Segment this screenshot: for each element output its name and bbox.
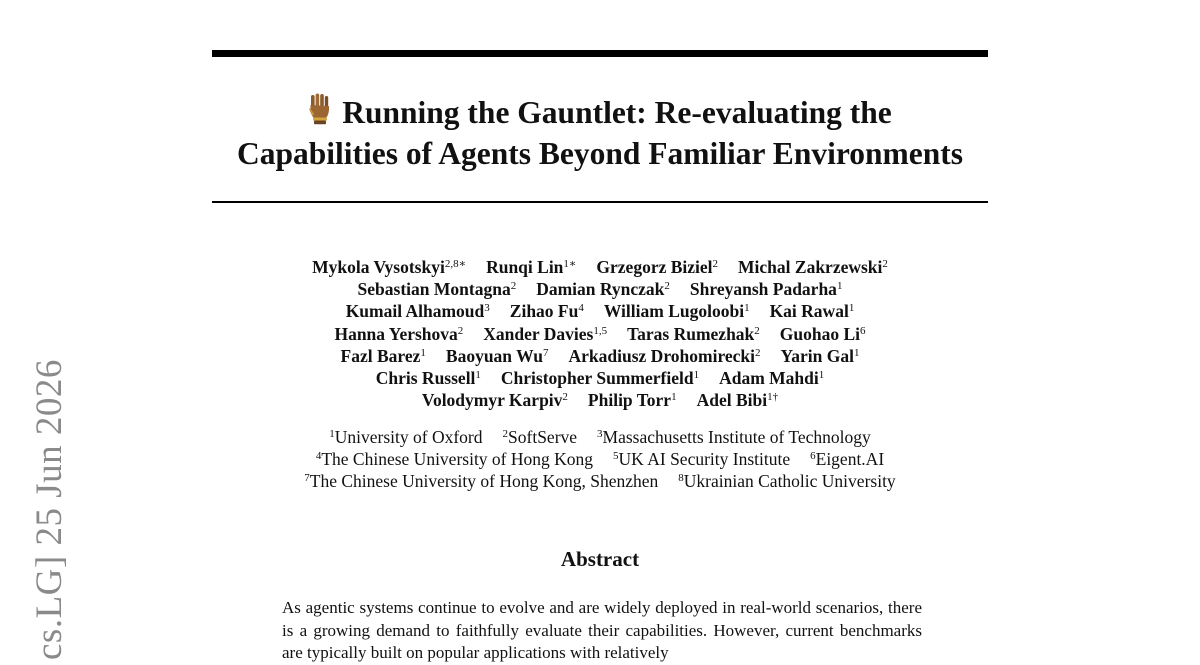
paper-title — [200, 92, 1000, 174]
author-name-text: Arkadiusz Drohomirecki — [568, 345, 756, 366]
author-name — [588, 390, 677, 410]
author-row — [200, 345, 1000, 367]
author-affiliation-mark: 4 — [578, 302, 584, 315]
author-name-text: Adel Bibi — [696, 390, 768, 411]
affiliation-name: University of Oxford — [334, 427, 483, 447]
title-line-2: Capabilities of Agents Beyond Familiar Environments — [236, 136, 964, 171]
author-affiliation-mark: 1 — [475, 369, 481, 382]
affiliation-name: Eigent.AI — [815, 449, 885, 470]
affiliation-list — [200, 426, 1000, 493]
affiliation-number: 4 — [315, 450, 322, 463]
author-name-text: Shreyansh Padarha — [689, 279, 837, 300]
affiliation — [810, 449, 884, 469]
author-affiliation-mark: 2 — [754, 324, 760, 337]
author-affiliation-mark: 3 — [484, 302, 490, 315]
affiliation — [613, 449, 790, 469]
author-name — [738, 257, 888, 277]
affiliation-name: UK AI Security Institute — [618, 449, 791, 470]
author-name-text: Philip Torr — [587, 390, 672, 411]
affiliation-name: The Chinese University of Hong Kong — [321, 449, 594, 470]
affiliation-row — [200, 470, 1000, 492]
author-name — [690, 279, 843, 299]
affiliation-row — [200, 448, 1000, 470]
author-affiliation-mark: 2 — [510, 280, 517, 293]
author-name-text: Fazl Barez — [340, 345, 421, 366]
author-row — [200, 256, 1000, 278]
author-affiliation-mark: 7 — [543, 346, 549, 359]
author-name-text: Volodymyr Karpiv — [421, 390, 563, 411]
author-affiliation-mark: 1 — [420, 346, 426, 359]
author-affiliation-mark: 1 — [836, 280, 843, 293]
author-row — [200, 278, 1000, 300]
author-name — [604, 301, 750, 321]
affiliation-number: 3 — [597, 428, 603, 440]
author-row — [200, 323, 1000, 345]
author-name-text: Kumail Alhamoud — [345, 301, 485, 322]
author-name — [781, 346, 860, 366]
affiliation — [316, 449, 593, 469]
affiliation-name: Ukrainian Catholic University — [683, 471, 896, 492]
author-name-text: Mykola Vysotskyi — [312, 257, 445, 277]
author-name — [569, 346, 761, 366]
affiliation — [503, 427, 578, 447]
author-name — [358, 279, 517, 299]
affiliation-number: 6 — [810, 450, 816, 463]
author-name — [596, 257, 718, 277]
author-name — [483, 324, 607, 344]
affiliation-name: Massachusetts Institute of Technology — [602, 427, 871, 447]
affiliation — [304, 471, 658, 491]
affiliation-row — [200, 426, 1000, 448]
author-list — [200, 256, 1000, 411]
author-name-text: Taras Rumezhak — [627, 323, 755, 344]
author-name — [346, 301, 490, 321]
author-name — [341, 346, 426, 366]
top-rule — [212, 50, 988, 57]
affiliation-name: The Chinese University of Hong Kong, Shenzhen — [309, 471, 659, 492]
affiliation — [329, 427, 482, 447]
author-name — [780, 324, 866, 344]
author-name-text: Runqi Lin — [486, 257, 564, 277]
author-name-text: Kai Rawal — [769, 301, 849, 322]
author-name — [312, 257, 466, 277]
title-line-1: Running the Gauntlet: Re-evaluating the — [342, 95, 892, 130]
author-name — [501, 368, 699, 388]
author-row — [200, 300, 1000, 322]
author-name — [770, 301, 855, 321]
author-name — [510, 301, 584, 321]
author-affiliation-mark: 2 — [457, 324, 464, 337]
author-name-text: Chris Russell — [375, 368, 476, 389]
author-name-text: Zihao Fu — [509, 301, 579, 322]
author-affiliation-mark: 2 — [755, 346, 761, 359]
author-affiliation-mark: 1 — [848, 302, 855, 315]
author-name — [697, 390, 779, 410]
author-affiliation-mark: 1∗ — [563, 258, 577, 270]
author-affiliation-mark: 2 — [664, 280, 670, 293]
author-affiliation-mark: 2,8∗ — [444, 258, 467, 270]
title-rule — [212, 201, 988, 203]
author-name-text: Guohao Li — [779, 323, 861, 344]
author-name — [422, 390, 568, 410]
author-affiliation-mark: 2 — [712, 258, 719, 270]
author-row — [200, 367, 1000, 389]
author-name — [486, 257, 576, 277]
author-affiliation-mark: 2 — [882, 258, 888, 270]
affiliation-name: SoftServe — [508, 427, 578, 447]
author-name — [719, 368, 824, 388]
affiliation-number: 1 — [329, 428, 335, 440]
abstract-text: As agentic systems continue to evolve and are widely deployed in real-world scenarios, there is a growing demand to faithfully evaluate their capabilities. However, current benchmarks are typically built on popular applications with relatively — [282, 598, 922, 662]
author-name-text: Baoyuan Wu — [445, 345, 544, 366]
author-affiliation-mark: 1 — [853, 346, 860, 359]
affiliation-number: 2 — [502, 428, 509, 440]
affiliation — [597, 427, 871, 447]
author-affiliation-mark: 1 — [744, 302, 750, 315]
author-name — [376, 368, 481, 388]
author-name-text: Adam Mahdi — [719, 368, 819, 389]
author-affiliation-mark: 1,5 — [593, 324, 608, 337]
author-affiliation-mark: 1 — [671, 391, 677, 404]
affiliation — [678, 471, 895, 491]
arxiv-sidebar-label: cs.LG] 25 Jun 2026 — [29, 359, 70, 660]
author-name-text: Michal Zakrzewski — [738, 257, 883, 277]
author-name-text: Xander Davies — [483, 323, 594, 344]
author-name — [536, 279, 670, 299]
author-affiliation-mark: 2 — [562, 391, 568, 404]
author-name — [446, 346, 549, 366]
author-name-text: Sebastian Montagna — [357, 279, 511, 300]
author-name-text: Grzegorz Biziel — [596, 257, 713, 277]
author-name — [334, 324, 463, 344]
author-affiliation-mark: 1 — [818, 369, 825, 382]
author-affiliation-mark: 6 — [860, 324, 866, 337]
author-name-text: Hanna Yershova — [334, 323, 458, 344]
gauntlet-icon — [308, 93, 332, 125]
author-row — [200, 389, 1000, 411]
abstract-heading: Abstract — [560, 547, 640, 571]
affiliation-number: 7 — [304, 472, 310, 485]
author-name-text: William Lugoloobi — [603, 301, 745, 322]
affiliation-number: 5 — [613, 450, 619, 463]
author-name-text: Damian Rynczak — [536, 279, 665, 300]
affiliation-number: 8 — [678, 472, 684, 485]
author-name-text: Yarin Gal — [780, 345, 854, 366]
author-name-text: Christopher Summerfield — [500, 368, 694, 389]
author-name — [627, 324, 760, 344]
author-affiliation-mark: 1† — [767, 391, 779, 404]
author-affiliation-mark: 1 — [693, 369, 700, 382]
